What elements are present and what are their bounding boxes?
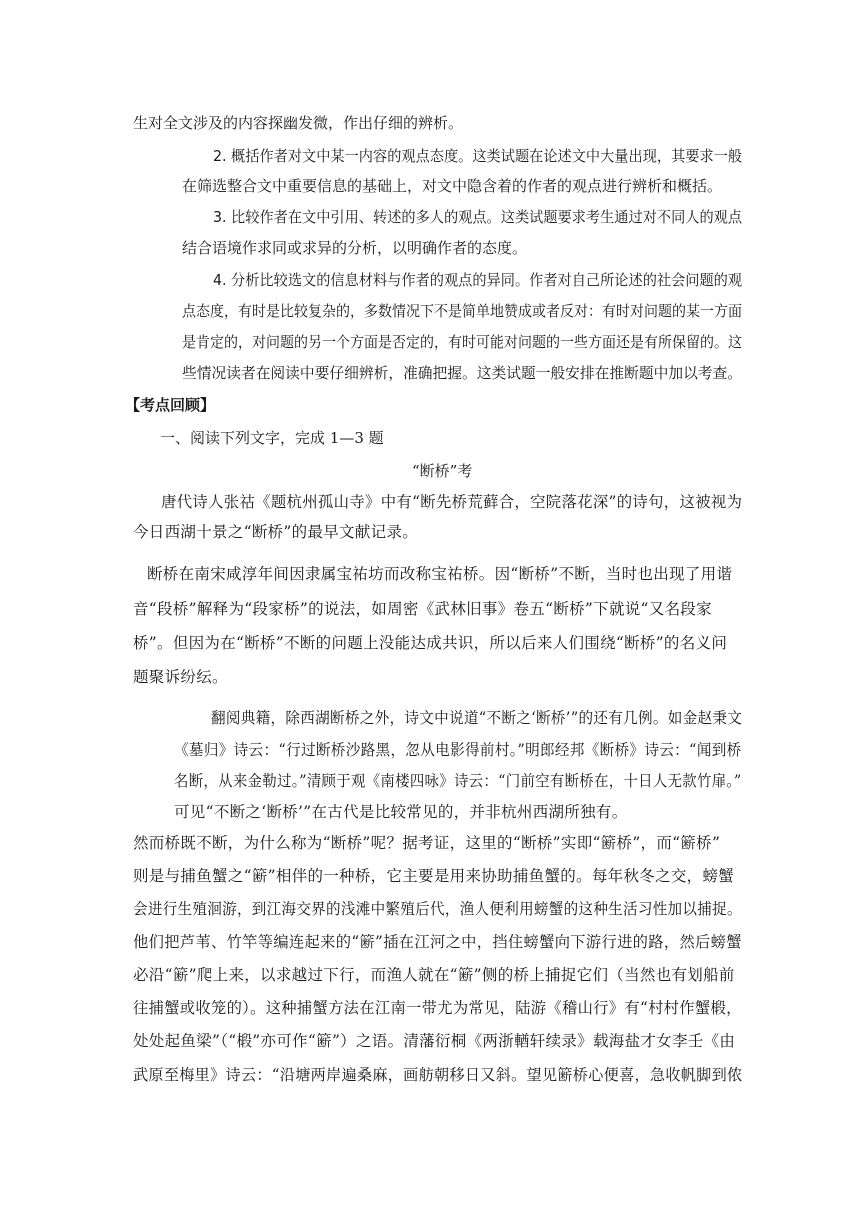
point-4-line-4: 些情况读者在阅读中要仔细辨析，准确把握。这类试题一般安排在推断题中加以考查。 bbox=[182, 364, 743, 382]
intro-tail-text: 生对全文涉及的内容探幽发微，作出仔细的辨析。 bbox=[133, 114, 464, 132]
para-4-line-4: 他们把芦苇、竹竿等编连起来的“簖”插在江河之中，挡住螃蟹向下游行进的路，然后螃蟹 bbox=[133, 933, 742, 951]
para-2-line-3: 桥”。但因为在“断桥”不断的问题上没能达成共识，所以后来人们围绕“断桥”的名义问 bbox=[133, 634, 728, 652]
para-3-line-4: 可见“不断之‘断桥’”在古代是比较常见的，并非杭州西湖所独有。 bbox=[174, 803, 628, 821]
point-3-line-1: 3. 比较作者在文中引用、转述的多人的观点。这类试题要求考生通过对不同人的观点 bbox=[213, 208, 743, 226]
para-4-line-8: 武原至梅里》诗云：“沿塘两岸遍桑麻，画舫朝移日又斜。望见簖桥心便喜，急收帆脚到侬 bbox=[133, 1066, 743, 1084]
point-3-line-2: 结合语境作求同或求异的分析，以明确作者的态度。 bbox=[182, 239, 528, 257]
para-2-line-4: 题聚诉纷纭。 bbox=[133, 668, 228, 686]
para-4-line-6: 往捕蟹或收笼的）。这种捕蟹方法在江南一带尤为常见，陆游《稽山行》有“村村作蟹椴， bbox=[133, 999, 742, 1017]
point-4-line-1: 4. 分析比较选文的信息材料与作者的观点的异同。作者对自己所论述的社会问题的观 bbox=[213, 271, 743, 289]
para-1-line-2: 今日西湖十景之“断桥”的最早文献记录。 bbox=[133, 523, 419, 541]
task-instruction: 一、阅读下列文字，完成 1—3 题 bbox=[160, 429, 384, 447]
para-4-line-2: 则是与捕鱼蟹之“簖”相伴的一种桥，它主要是用来协助捕鱼蟹的。每年秋冬之交，螃蟹 bbox=[133, 867, 735, 885]
point-4-line-3: 是肯定的，对问题的另一个方面是否定的，有时可能对问题的一些方面还是有所保留的。这 bbox=[182, 333, 742, 351]
para-4-line-7: 处处起鱼梁”（“椴”亦可作“簖”）之语。清藩衍桐《两浙輶轩续录》载海盐才女李壬《由 bbox=[133, 1032, 736, 1050]
para-2-line-2: 音“段桥”解释为“段家桥”的说法，如周密《武林旧事》卷五“断桥”下就说“又名段家 bbox=[133, 600, 712, 618]
article-title: “断桥”考 bbox=[412, 462, 473, 480]
para-4-line-5: 必沿“簖”爬上来，以求越过下行，而渔人就在“簖”侧的桥上捕捉它们（当然也有划船前 bbox=[133, 966, 735, 984]
para-4-line-3: 会进行生殖洄游，到江海交界的浅滩中繁殖后代，渔人便利用螃蟹的这种生活习性加以捕捉。 bbox=[133, 900, 742, 918]
point-2-line-2: 在筛选整合文中重要信息的基础上，对文中隐含着的作者的观点进行辨析和概括。 bbox=[182, 177, 723, 195]
section-heading: 【考点回顾】 bbox=[125, 396, 216, 414]
point-4-line-2: 点态度，有时是比较复杂的，多数情况下不是简单地赞成或者反对：有时对问题的某一方面 bbox=[182, 302, 742, 320]
point-2-line-1: 2. 概括作者对文中某一内容的观点态度。这类试题在论述文中大量出现，其要求一般 bbox=[213, 147, 743, 165]
para-3-line-2: 《墓归》诗云：“行过断桥沙路黑，忽从电影得前村。”明郎经邦《断桥》诗云：“闻到桥 bbox=[174, 741, 742, 759]
para-3-line-1: 翻阅典籍，除西湖断桥之外，诗文中说道“不断之‘断桥’”的还有几例。如金赵秉文 bbox=[211, 709, 743, 727]
para-3-line-3: 名断，从来金勒过。”清顾于观《南楼四咏》诗云：“门前空有断桥在，十日人无款竹扉。” bbox=[174, 772, 742, 790]
para-2-line-1: 断桥在南宋咸淳年间因隶属宝祐坊而改称宝祐桥。因“断桥”不断，当时也出现了用谐 bbox=[147, 565, 733, 583]
para-4-line-1: 然而桥既不断，为什么称为“断桥”呢？据考证，这里的“断桥”实即“簖桥”，而“簖桥” bbox=[133, 834, 721, 852]
para-1-line-1: 唐代诗人张祜《题杭州孤山寺》中有“断先桥荒藓合，空院落花深”的诗句，这被视为 bbox=[161, 493, 743, 511]
